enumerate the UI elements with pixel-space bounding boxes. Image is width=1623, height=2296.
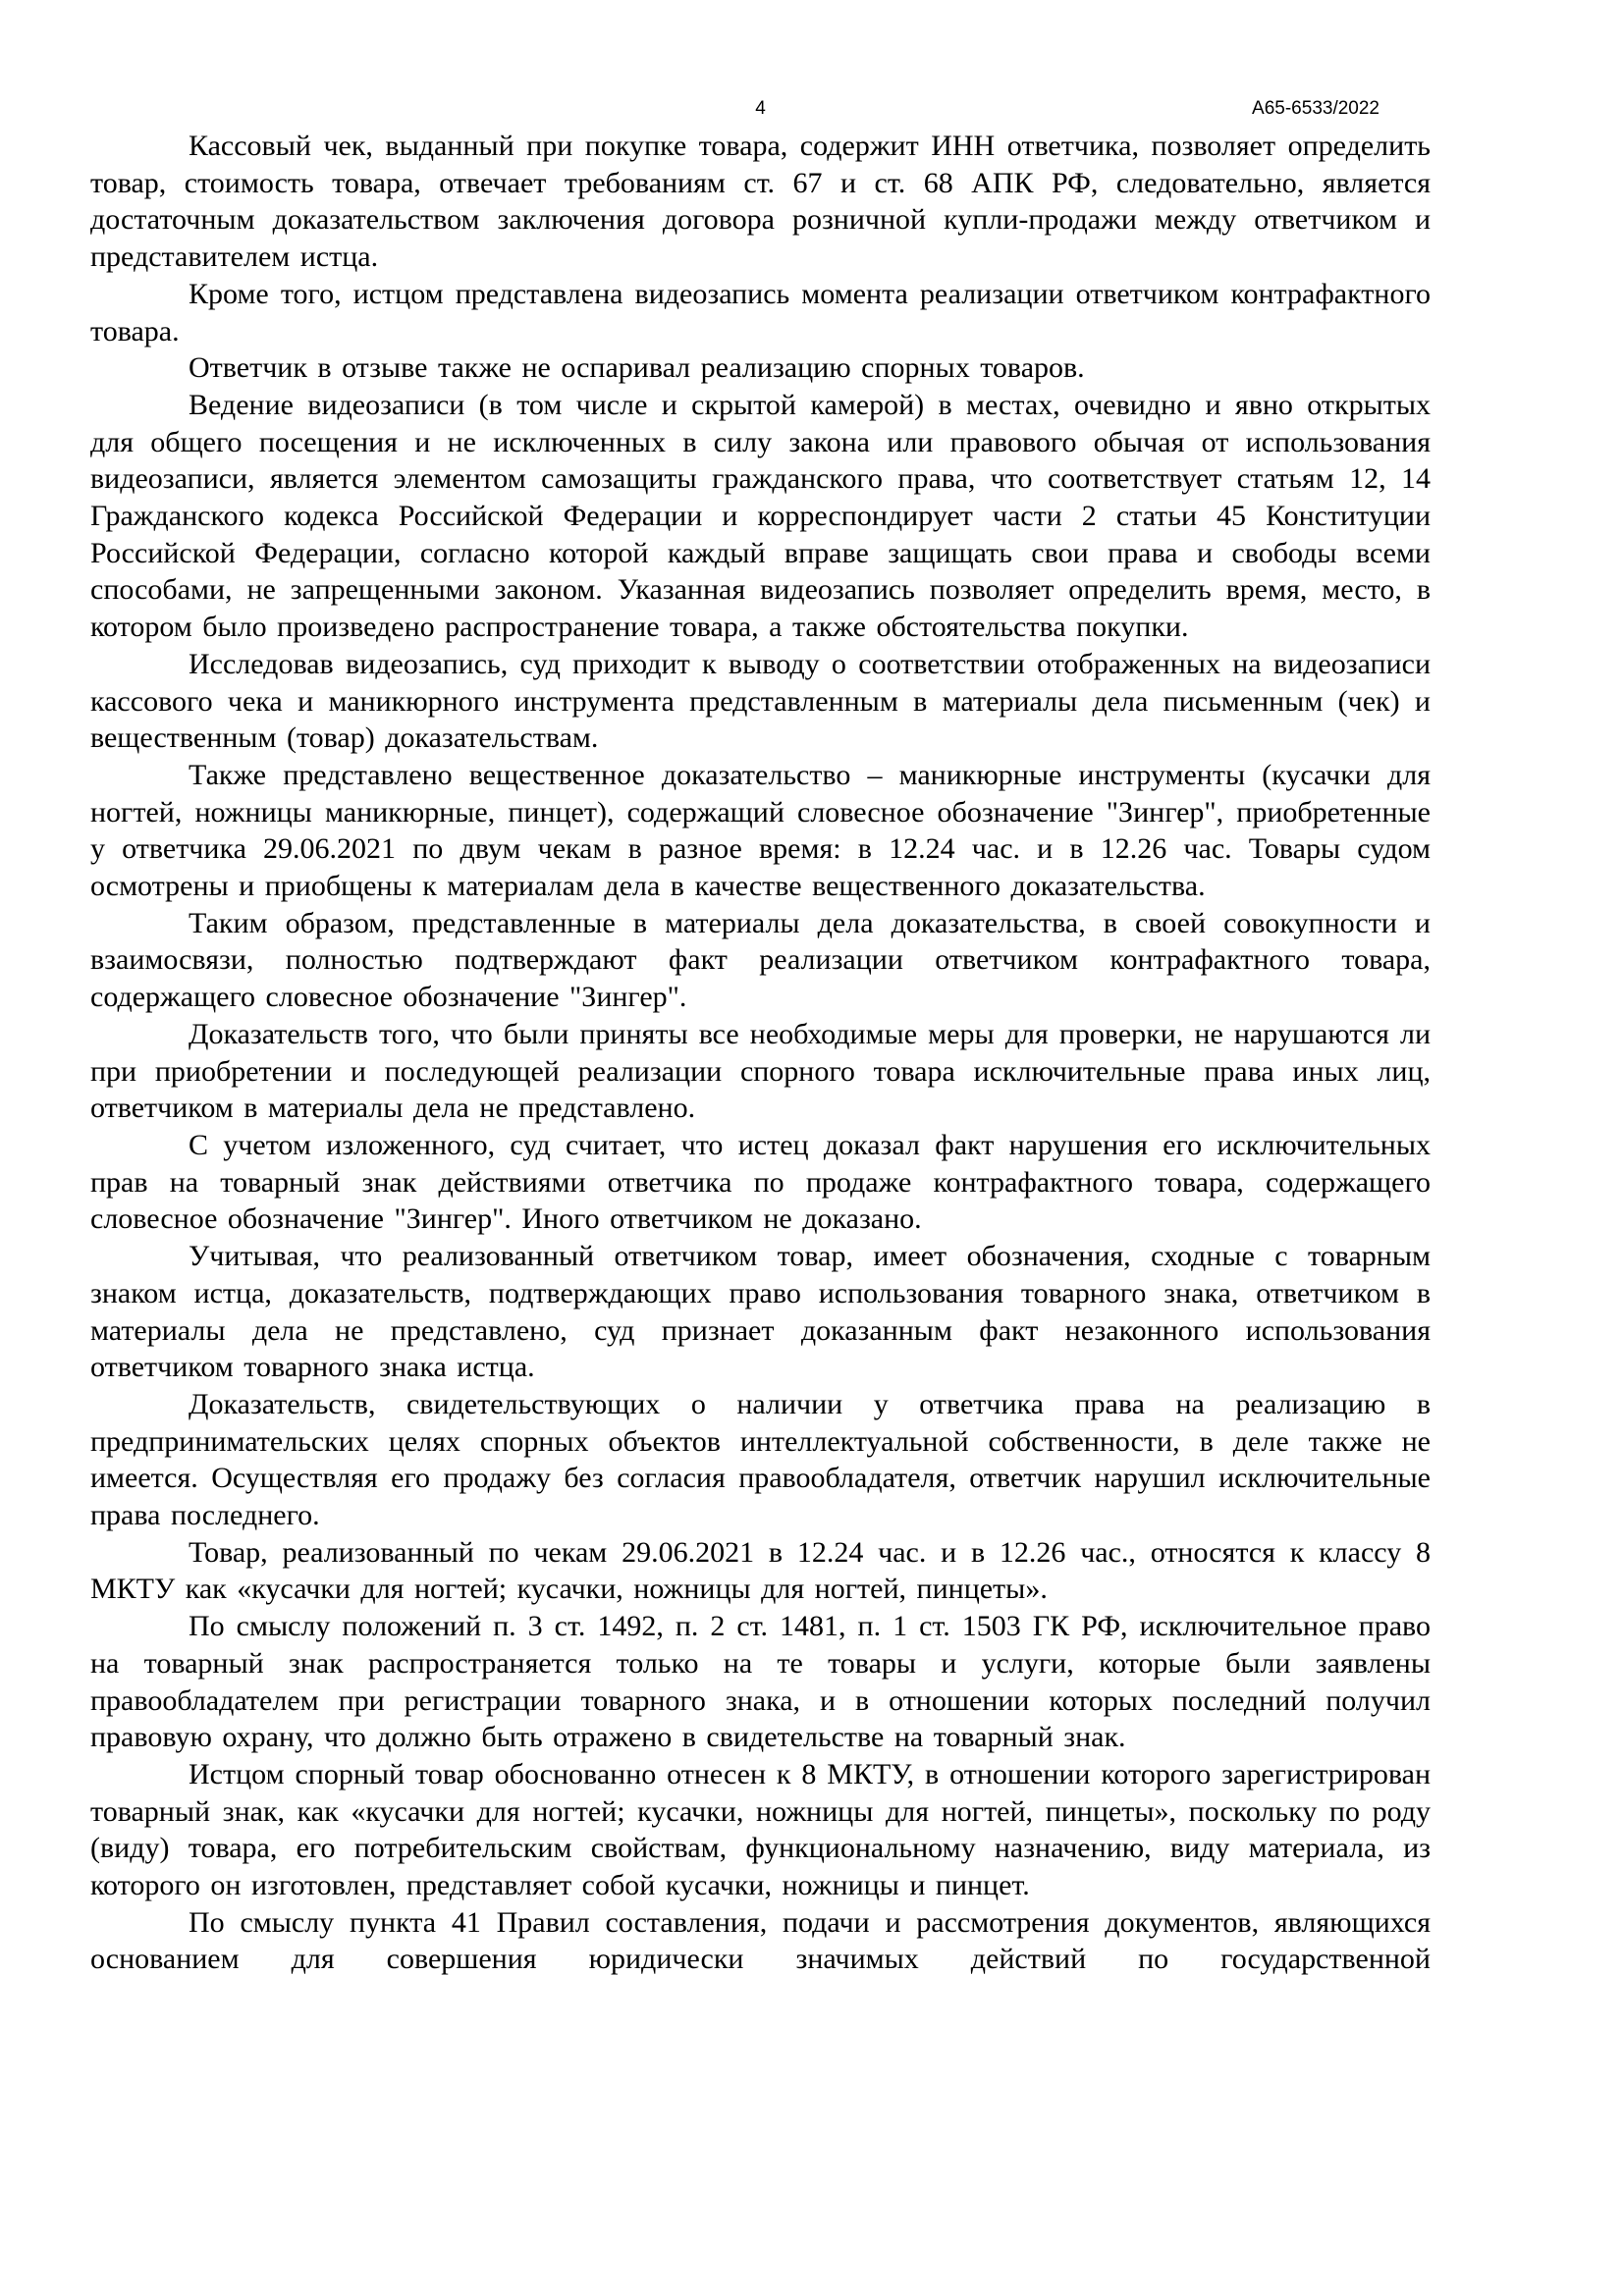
page-header <box>90 90 1431 128</box>
case-number: А65-6533/2022 <box>1252 98 1380 119</box>
paragraph: Истцом спорный товар обоснованно отнесен к 8 МКТУ, в отношении которого зарегистрирован товарный знак, как «кусачки для ногтей; кусачки, ножницы для ногтей, пинцеты», поскольку по роду (виду) товара, его потребительским свойствам, функциональному назначению, виду материала, из которого он изготовлен, представляет собой кусачки, ножницы и пинцет. <box>90 1757 1431 1902</box>
paragraph: Таким образом, представленные в материалы дела доказательства, в своей совокупности и взаимосвязи, полностью подтверждают факт реализации ответчиком контрафактного товара, содержащего словесное обозначение "Зингер". <box>90 906 1431 1014</box>
paragraph: Также представлено вещественное доказательство – маникюрные инструменты (кусачки для ногтей, ножницы маникюрные, пинцет), содержащий словесное обозначение "Зингер", приобретенные у ответчика 29.06.2021 по двум чекам в разное время: в 12.24 час. и в 12.26 час. Товары судом осмотрены и приобщены к материалам дела в качестве вещественного доказательства. <box>90 758 1431 903</box>
paragraph: С учетом изложенного, суд считает, что истец доказал факт нарушения его исключительных прав на товарный знак действиями ответчика по продаже контрафактного товара, содержащего словесное обозначение "Зингер". Иного ответчиком не доказано. <box>90 1128 1431 1236</box>
page-number: 4 <box>755 98 766 119</box>
paragraph: По смыслу пункта 41 Правил составления, подачи и рассмотрения документов, являющихся основанием для совершения юридически значимых действий по государственной <box>90 1905 1431 1976</box>
paragraph: Доказательств, свидетельствующих о наличии у ответчика права на реализацию в предпринимательских целях спорных объектов интеллектуальной собственности, в деле также не имеется. Осуществляя его продажу без согласия правообладателя, ответчик нарушил исключительные права последнего. <box>90 1387 1431 1532</box>
paragraph: Ответчик в отзыве также не оспаривал реализацию спорных товаров. <box>189 351 1085 385</box>
paragraph: Кроме того, истцом представлена видеозапись момента реализации ответчиком контрафактного товара. <box>90 277 1431 347</box>
paragraph: Ведение видеозаписи (в том числе и скрытой камерой) в местах, очевидно и явно открытых для общего посещения и не исключенных в силу закона или правового обычая от использования видеозаписи, является элементом самозащиты гражданского права, что соответствует статьям 12, 14 Гражданского кодекса Российской Федерации и корреспондирует части 2 статьи 45 Конституции Российской Федерации, согласно которой каждый вправе защищать свои права и свободы всеми способами, не запрещенными законом. Указанная видеозапись позволяет определить время, место, в котором было произведено распространение товара, а также обстоятельства покупки. <box>90 388 1431 644</box>
paragraph: По смыслу положений п. 3 ст. 1492, п. 2 ст. 1481, п. 1 ст. 1503 ГК РФ, исключительное право на товарный знак распространяется только на те товары и услуги, которые были заявлены правообладателем при регистрации товарного знака, и в отношении которых последний получил правовую охрану, что должно быть отражено в свидетельстве на товарный знак. <box>90 1610 1431 1754</box>
paragraph: Кассовый чек, выданный при покупке товара, содержит ИНН ответчика, позволяет определить товар, стоимость товара, отвечает требованиям ст. 67 и ст. 68 АПК РФ, следовательно, является достаточным доказательством заключения договора розничной купли-продажи между ответчиком и представителем истца. <box>90 130 1431 274</box>
paragraph: Учитывая, что реализованный ответчиком товар, имеет обозначения, сходные с товарным знаком истца, доказательств, подтверждающих право использования товарного знака, ответчиком в материалы дела не представлено, суд признает доказанным факт незаконного использования ответчиком товарного знака истца. <box>90 1240 1431 1384</box>
document-body <box>90 128 1431 1978</box>
paragraph: Доказательств того, что были приняты все необходимые меры для проверки, не нарушаются ли при приобретении и последующей реализации спорного товара исключительные права иных лиц, ответчиком в материалы дела не представлено. <box>90 1017 1431 1125</box>
paragraph: Исследовав видеозапись, суд приходит к выводу о соответствии отображенных на видеозаписи кассового чека и маникюрного инструмента представленным в материалы дела письменным (чек) и вещественным (товар) доказательствам. <box>90 647 1431 755</box>
paragraph: Товар, реализованный по чекам 29.06.2021 в 12.24 час. и в 12.26 час., относятся к классу 8 МКТУ как «кусачки для ногтей; кусачки, ножницы для ногтей, пинцеты». <box>90 1535 1431 1606</box>
